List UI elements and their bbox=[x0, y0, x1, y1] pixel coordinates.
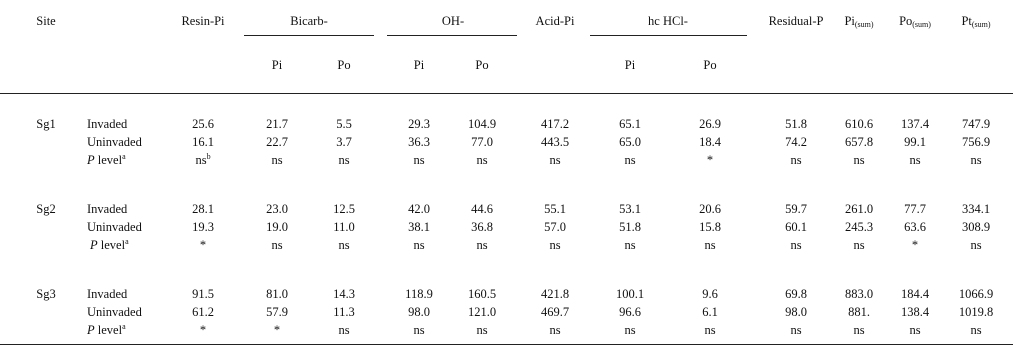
table-cell: 69.8 bbox=[785, 287, 807, 301]
header-site: Site bbox=[36, 14, 56, 28]
table-cell: 20.6 bbox=[699, 202, 721, 216]
table-cell: 65.1 bbox=[619, 117, 641, 131]
table-cell: 104.9 bbox=[467, 117, 497, 131]
table-cell: * bbox=[911, 238, 919, 252]
table-cell: 15.8 bbox=[699, 220, 721, 234]
table-cell: 138.4 bbox=[900, 305, 930, 319]
table-cell: 3.7 bbox=[336, 135, 352, 149]
table-cell: 74.2 bbox=[785, 135, 807, 149]
table-cell: ns bbox=[853, 153, 865, 167]
table-cell: 99.1 bbox=[904, 135, 926, 149]
subheader-hc-pi: Pi bbox=[624, 58, 636, 72]
table-cell: 747.9 bbox=[961, 117, 991, 131]
table-cell: 118.9 bbox=[405, 287, 433, 301]
table-cell: ns bbox=[338, 323, 350, 337]
table-cell: 657.8 bbox=[844, 135, 874, 149]
table-cell: 60.1 bbox=[785, 220, 807, 234]
table-cell: ns bbox=[549, 153, 561, 167]
table-cell: 65.0 bbox=[619, 135, 641, 149]
table-cell: 1019.8 bbox=[958, 305, 994, 319]
table-cell: 55.1 bbox=[544, 202, 566, 216]
table-cell: 36.8 bbox=[471, 220, 493, 234]
subheader-bicarb-po: Po bbox=[337, 58, 351, 72]
table-cell: 57.0 bbox=[544, 220, 566, 234]
row-label: P level$^a$ bbox=[87, 322, 126, 337]
spanner-rule-hc-hcl bbox=[590, 35, 747, 36]
header-resin-pi: Resin-Pi bbox=[181, 14, 225, 28]
subheader-oh-pi: Pi bbox=[413, 58, 425, 72]
table-cell: 98.0 bbox=[408, 305, 430, 319]
table-cell: 469.7 bbox=[540, 305, 570, 319]
table-cell: * bbox=[199, 323, 207, 337]
table-cell: ns bbox=[790, 323, 802, 337]
table-cell: 245.3 bbox=[844, 220, 874, 234]
table-cell: 91.5 bbox=[192, 287, 214, 301]
table-cell: * bbox=[273, 323, 281, 337]
table-cell: 756.9 bbox=[961, 135, 991, 149]
table-cell: 23.0 bbox=[266, 202, 288, 216]
header-pi-sum: $Pi_{(sum)}$ bbox=[844, 14, 874, 29]
table-cell: ns bbox=[271, 153, 283, 167]
table-cell: ns bbox=[476, 238, 488, 252]
table-cell: * bbox=[199, 238, 207, 252]
table-cell: 261.0 bbox=[844, 202, 874, 216]
row-label: Uninvaded bbox=[87, 220, 142, 234]
table-cell: 417.2 bbox=[540, 117, 570, 131]
table-cell: ns bbox=[271, 238, 283, 252]
spanner-rule-oh bbox=[387, 35, 517, 36]
table-cell: ns bbox=[476, 153, 488, 167]
table-cell: ns bbox=[338, 238, 350, 252]
table-cell: ns bbox=[790, 238, 802, 252]
site-label: Sg3 bbox=[36, 287, 56, 301]
table-cell: 121.0 bbox=[467, 305, 497, 319]
table-cell: ns bbox=[909, 153, 921, 167]
site-label: Sg1 bbox=[36, 117, 56, 131]
table-bottom-rule bbox=[0, 344, 1013, 345]
table-cell: ns bbox=[338, 153, 350, 167]
table-cell: 26.9 bbox=[699, 117, 721, 131]
table-cell: 21.7 bbox=[266, 117, 288, 131]
table-cell: ns bbox=[413, 323, 425, 337]
table-cell: ns bbox=[413, 153, 425, 167]
table-cell: 5.5 bbox=[336, 117, 352, 131]
table-cell: 53.1 bbox=[619, 202, 641, 216]
row-label: Invaded bbox=[87, 117, 128, 131]
row-label: P level$^a$ bbox=[87, 152, 126, 167]
table-cell: 38.1 bbox=[408, 220, 430, 234]
table-cell: 77.0 bbox=[471, 135, 493, 149]
table-cell: 6.1 bbox=[702, 305, 718, 319]
table-cell: 59.7 bbox=[785, 202, 807, 216]
table-cell: 443.5 bbox=[540, 135, 570, 149]
table-cell: 610.6 bbox=[844, 117, 874, 131]
table-cell: ns bbox=[790, 153, 802, 167]
header-residual-p: Residual-P bbox=[768, 14, 824, 28]
table-cell: 308.9 bbox=[961, 220, 991, 234]
table-cell: 77.7 bbox=[904, 202, 926, 216]
row-label: Invaded bbox=[87, 202, 128, 216]
table-cell: * bbox=[706, 153, 714, 167]
table-cell: 25.6 bbox=[192, 117, 214, 131]
table-cell: ns bbox=[970, 238, 982, 252]
table-cell: 100.1 bbox=[615, 287, 645, 301]
header-pt-sum: $Pt_{(sum)}$ bbox=[961, 14, 991, 29]
table-cell: ns bbox=[624, 238, 636, 252]
table-cell: ns bbox=[704, 323, 716, 337]
subheader-hc-po: Po bbox=[703, 58, 717, 72]
table-cell: ns bbox=[704, 238, 716, 252]
table-cell: 1066.9 bbox=[958, 287, 994, 301]
table-cell: 184.4 bbox=[900, 287, 930, 301]
table-cell: 334.1 bbox=[961, 202, 991, 216]
table-cell: 14.3 bbox=[333, 287, 355, 301]
table-cell: 11.0 bbox=[333, 220, 355, 234]
table-cell: 51.8 bbox=[785, 117, 807, 131]
table-cell: ns bbox=[476, 323, 488, 337]
table-cell: 19.3 bbox=[192, 220, 214, 234]
table-cell: 57.9 bbox=[266, 305, 288, 319]
table-cell: ns bbox=[970, 323, 982, 337]
table-cell: 29.3 bbox=[408, 117, 430, 131]
table-cell: 42.0 bbox=[408, 202, 430, 216]
spanner-rule-bicarb bbox=[244, 35, 374, 36]
header-bottom-rule bbox=[0, 93, 1013, 94]
table-cell: 19.0 bbox=[266, 220, 288, 234]
table-cell: 9.6 bbox=[702, 287, 718, 301]
table-cell: 51.8 bbox=[619, 220, 641, 234]
table-cell: 22.7 bbox=[266, 135, 288, 149]
table-cell: 98.0 bbox=[785, 305, 807, 319]
table-cell: ns bbox=[970, 153, 982, 167]
table-cell: 63.6 bbox=[904, 220, 926, 234]
table-cell: 28.1 bbox=[192, 202, 214, 216]
table-cell: 883.0 bbox=[844, 287, 874, 301]
table-cell: 11.3 bbox=[333, 305, 355, 319]
table-cell: ns bbox=[624, 323, 636, 337]
header-oh: OH- bbox=[441, 14, 465, 28]
header-hc-hcl: hc HCl- bbox=[648, 14, 688, 28]
subheader-oh-po: Po bbox=[475, 58, 489, 72]
subheader-bicarb-pi: Pi bbox=[271, 58, 283, 72]
table-cell: 81.0 bbox=[266, 287, 288, 301]
table-cell: 61.2 bbox=[192, 305, 214, 319]
table-cell: 881. bbox=[848, 305, 870, 319]
table-cell: 137.4 bbox=[900, 117, 930, 131]
table-cell: 421.8 bbox=[540, 287, 570, 301]
row-label: Uninvaded bbox=[87, 305, 142, 319]
row-label: P level$^a$ bbox=[90, 237, 129, 252]
table-cell: 44.6 bbox=[471, 202, 493, 216]
table-cell: ns bbox=[853, 323, 865, 337]
table-cell: ns bbox=[624, 153, 636, 167]
table-cell: ns bbox=[853, 238, 865, 252]
table-cell: 160.5 bbox=[467, 287, 497, 301]
table-cell: $ns^b$ bbox=[195, 152, 211, 167]
table-cell: 36.3 bbox=[408, 135, 430, 149]
table-cell: ns bbox=[549, 323, 561, 337]
header-po-sum: $Po_{(sum)}$ bbox=[899, 14, 931, 29]
table-cell: ns bbox=[549, 238, 561, 252]
row-label: Uninvaded bbox=[87, 135, 142, 149]
table-cell: 12.5 bbox=[333, 202, 355, 216]
table-cell: ns bbox=[909, 323, 921, 337]
table-cell: 96.6 bbox=[619, 305, 641, 319]
table-cell: 16.1 bbox=[192, 135, 214, 149]
table-cell: 18.4 bbox=[699, 135, 721, 149]
row-label: Invaded bbox=[87, 287, 128, 301]
header-bicarb: Bicarb- bbox=[290, 14, 328, 28]
site-label: Sg2 bbox=[36, 202, 56, 216]
header-acid-pi: Acid-Pi bbox=[535, 14, 575, 28]
table-cell: ns bbox=[413, 238, 425, 252]
